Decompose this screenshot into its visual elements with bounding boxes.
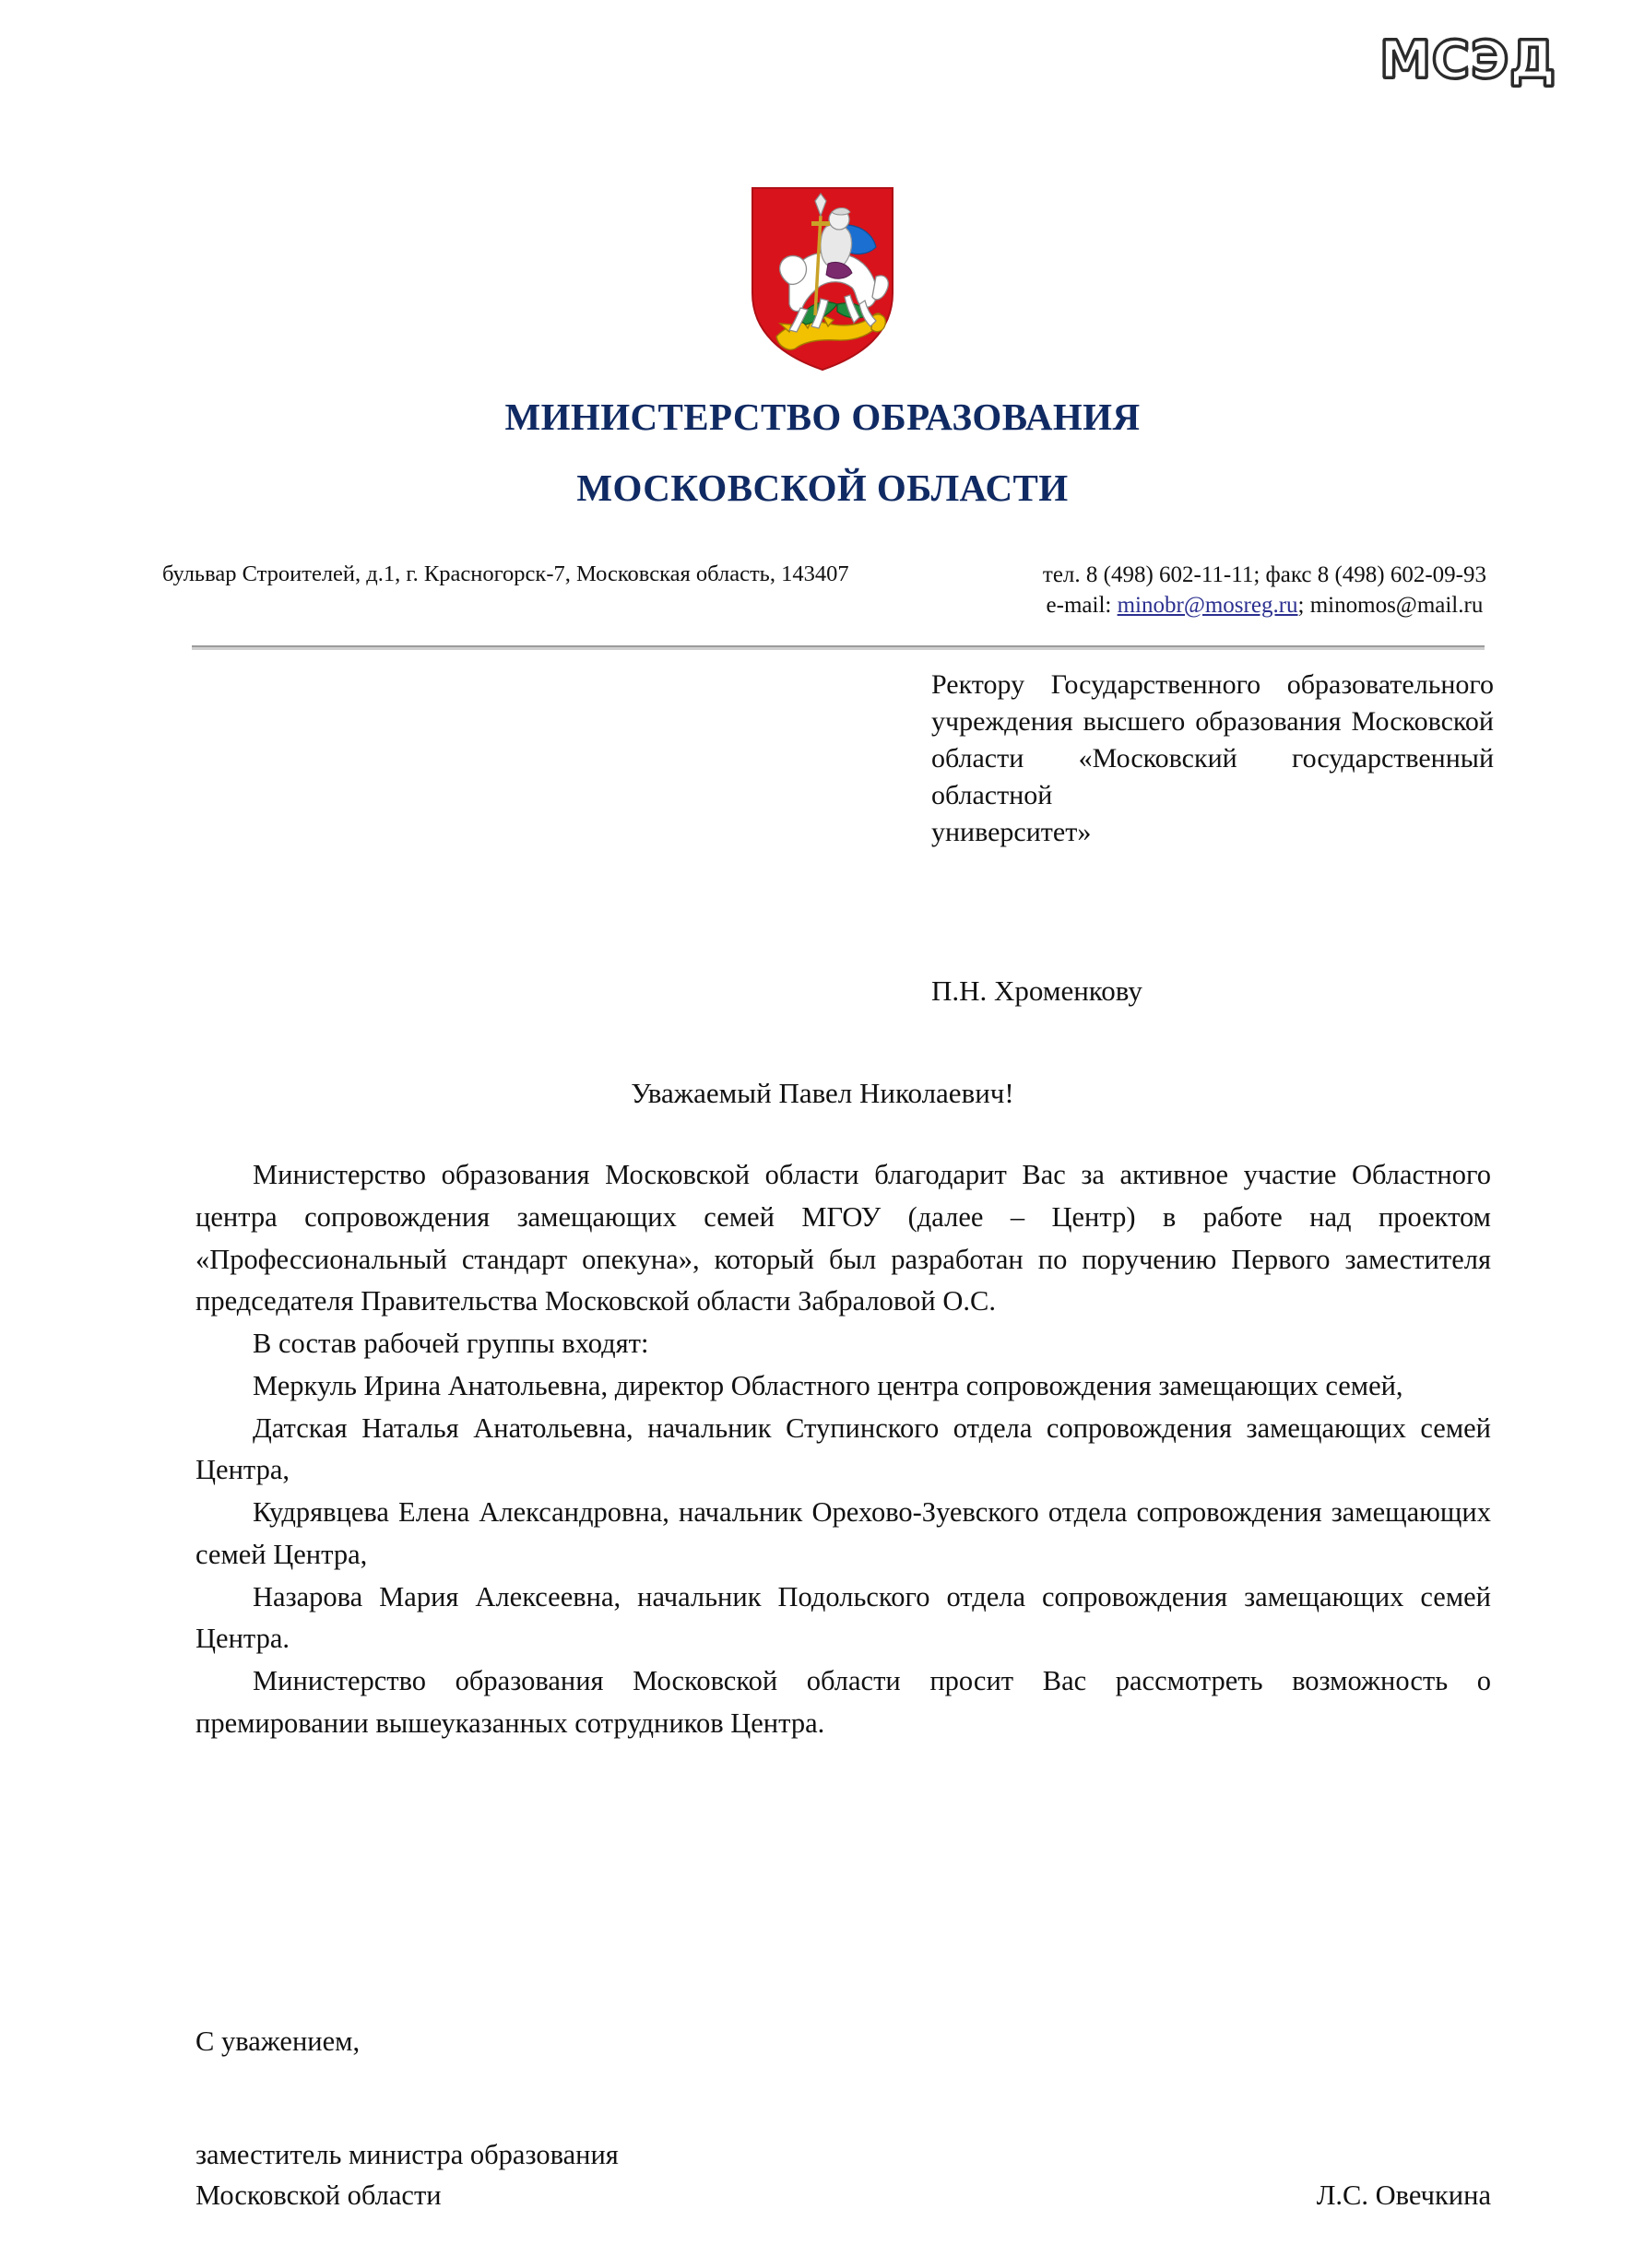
email-separator: ; <box>1297 592 1305 618</box>
addressee-person: П.Н. Хроменкову <box>931 975 1142 1007</box>
salutation: Уважаемый Павел Николаевич! <box>631 1077 1014 1109</box>
emblem-container <box>0 184 1645 378</box>
body-paragraph: В состав рабочей группы входят: <box>253 1328 649 1359</box>
body-paragraph: Датская Наталья Анатольевна, начальник Ступинского отдела сопровождения замещающих семей Центра, <box>195 1412 1491 1486</box>
signer-name: Л.С. Овечкина <box>1316 2179 1491 2212</box>
letterhead <box>0 398 1645 507</box>
signer-role-line-1: заместитель министра образования <box>195 2139 619 2170</box>
body-paragraph: Кудрявцева Елена Александровна, начальник Орехово-Зуевского отдела сопровождения замещающих семей Центра, <box>195 1496 1491 1570</box>
email-label: e-mail: <box>1046 592 1112 618</box>
body-paragraph: Министерство образования Московской области просит Вас рассмотреть возможность о премировании вышеуказанных сотрудников Центра. <box>195 1665 1491 1739</box>
signature-block <box>195 2134 1491 2215</box>
phone-fax-line: тел. 8 (498) 602-11-11; факс 8 (498) 602-09-93 <box>1042 562 1486 587</box>
msed-stamp: МСЭД <box>1379 30 1556 90</box>
email-secondary: minomos@mail.ru <box>1309 592 1484 618</box>
body-paragraph: Назарова Мария Алексеевна, начальник Подольского отдела сопровождения замещающих семей Центра. <box>195 1580 1491 1655</box>
communications-block <box>1043 561 1490 620</box>
body-paragraph: Министерство образования Московской области благодарит Вас за активное участие Областного центра сопровождения замещающих семей МГОУ (далее – Центр) в работе над проектом «Профессиональный стандарт опекуна», который был разработан по поручению Первого заместителя председателя Правительства Московской области Забраловой О.С. <box>195 1159 1491 1317</box>
coat-of-arms-icon <box>749 184 896 373</box>
letterhead-line-1: МИНИСТЕРСТВО ОБРАЗОВАНИЯ <box>504 396 1141 438</box>
header-divider <box>192 645 1485 650</box>
letter-body <box>195 1154 1491 1745</box>
email-line <box>1043 591 1486 621</box>
email-primary-link[interactable]: minobr@mosreg.ru <box>1117 592 1298 618</box>
contact-block <box>162 561 1490 620</box>
addressee-organization-tail: университет» <box>931 816 1092 847</box>
postal-address: бульвар Строителей, д.1, г. Красногорск-7, Московская область, 143407 <box>162 561 849 586</box>
signer-role-line-2: Московской области <box>195 2179 442 2212</box>
addressee-organization: Ректору Государственного образовательного учреждения высшего образования Московской области «Московский государственный областной <box>931 669 1494 810</box>
letterhead-line-2: МОСКОВСКОЙ ОБЛАСТИ <box>576 467 1069 509</box>
valediction: С уважением, <box>195 2026 361 2057</box>
body-paragraph: Меркуль Ирина Анатольевна, директор Областного центра сопровождения замещающих семей, <box>253 1369 1403 1401</box>
addressee-block <box>931 667 1494 850</box>
